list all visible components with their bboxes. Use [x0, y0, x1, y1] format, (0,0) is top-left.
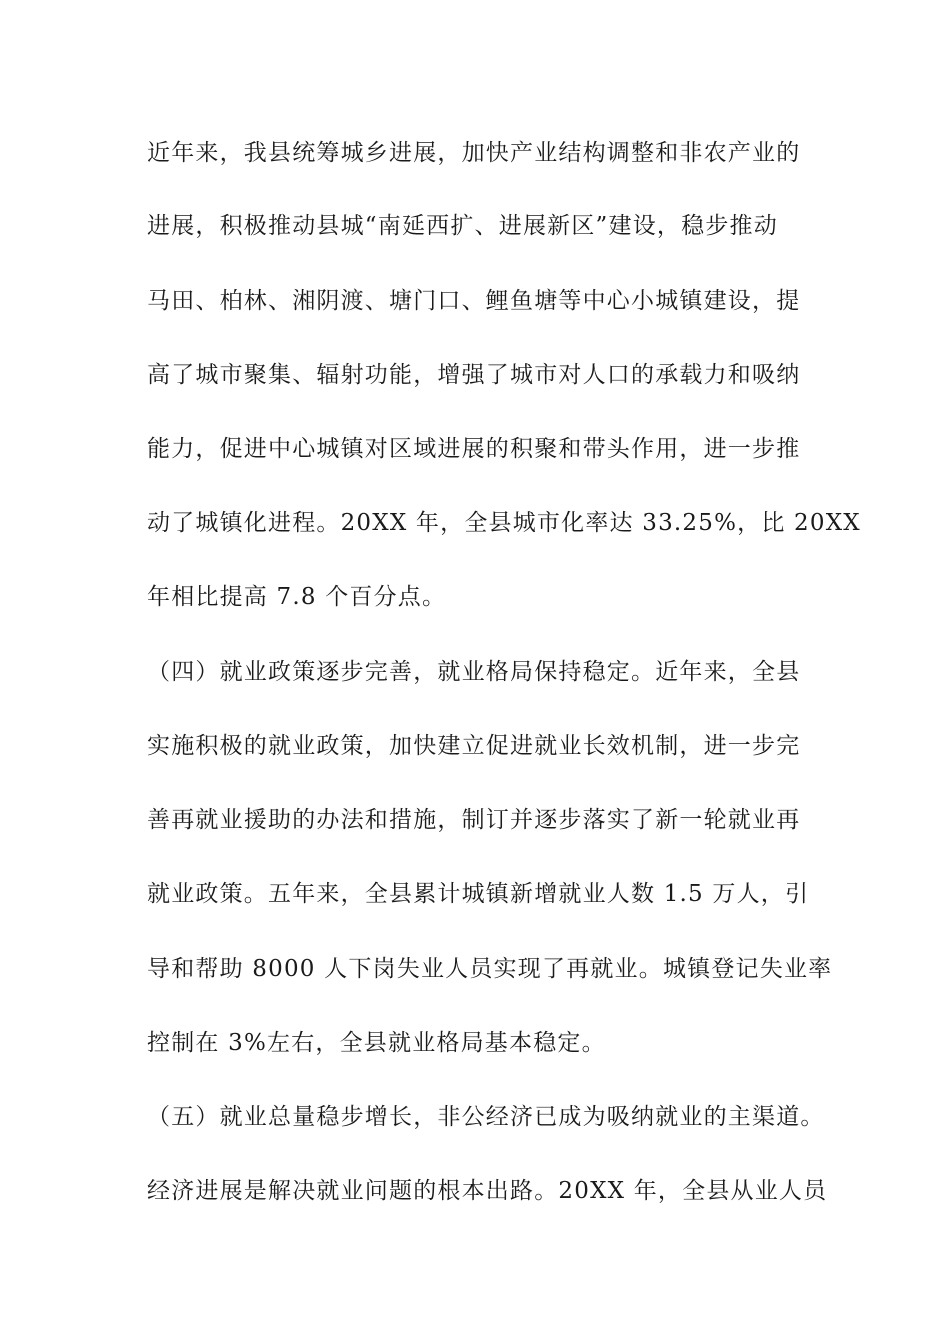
text-line: （五）就业总量稳步增长，非公经济已成为吸纳就业的主渠道。 [147, 1104, 825, 1130]
text-line: 进展，积极推动县城“南延西扩、进展新区”建设，稳步推动 [147, 213, 778, 239]
text-line: 实施积极的就业政策，加快建立促进就业长效机制，进一步完 [147, 733, 801, 759]
text-line: 高了城市聚集、辐射功能，增强了城市对人口的承载力和吸纳 [147, 362, 801, 388]
text-line: 马田、柏林、湘阴渡、塘门口、鲤鱼塘等中心小城镇建设，提 [147, 288, 801, 314]
text-line: 经济进展是解决就业问题的根本出路。20XX 年，全县从业人员 [147, 1178, 828, 1204]
text-line: 导和帮助 8000 人下岗失业人员实现了再就业。城镇登记失业率 [147, 956, 833, 982]
text-line: 动了城镇化进程。20XX 年，全县城市化率达 33.25%，比 20XX [147, 510, 861, 536]
text-line: 年相比提高 7.8 个百分点。 [147, 584, 447, 610]
text-line: 善再就业援助的办法和措施，制订并逐步落实了新一轮就业再 [147, 807, 801, 833]
text-line: 控制在 3%左右，全县就业格局基本稳定。 [147, 1030, 606, 1056]
text-line: （四）就业政策逐步完善，就业格局保持稳定。近年来，全县 [147, 659, 801, 685]
text-line: 能力，促进中心城镇对区域进展的积聚和带头作用，进一步推 [147, 436, 801, 462]
text-line: 近年来，我县统筹城乡进展，加快产业结构调整和非农产业的 [147, 140, 801, 166]
text-line: 就业政策。五年来，全县累计城镇新增就业人数 1.5 万人，引 [147, 881, 810, 907]
